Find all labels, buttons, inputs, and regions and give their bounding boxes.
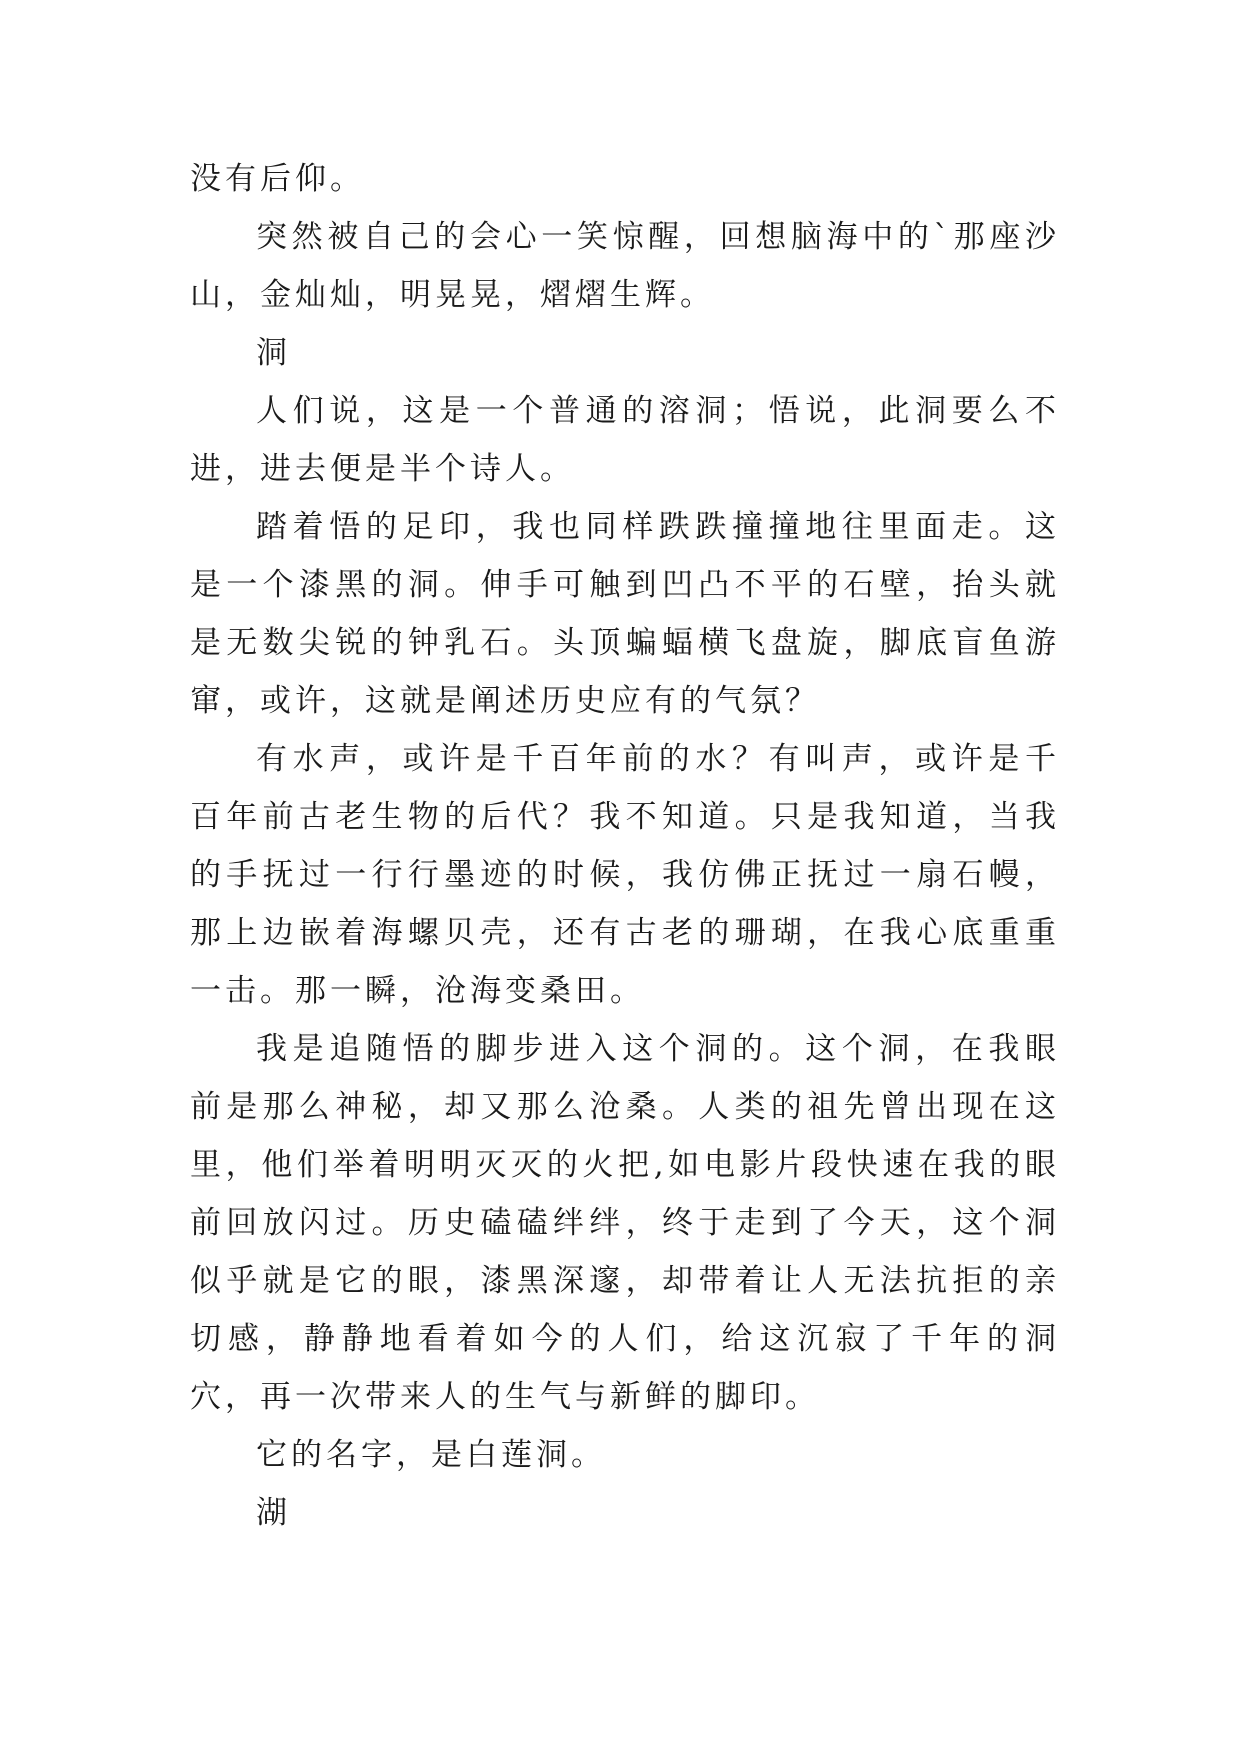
paragraph: 它的名字，是白莲洞。 [256, 1437, 606, 1473]
paragraph-continuation: 没有后仰。 [190, 161, 365, 197]
section-heading-dong: 洞 [256, 335, 291, 371]
paragraph: 有水声，或许是千百年前的水？有叫声，或许是千百年前古老生物的后代？我不知道。只是我知道，当我的手抚过一行行墨迹的时候，我仿佛正抚过一扇石幔，那上边嵌着海螺贝壳，还有古老的珊瑚，在我心底重重一击。那一瞬，沧海变桑田。 [190, 741, 1060, 1009]
paragraph: 人们说，这是一个普通的溶洞；悟说，此洞要么不进，进去便是半个诗人。 [190, 393, 1060, 487]
paragraph: 突然被自己的会心一笑惊醒，回想脑海中的`那座沙山，金灿灿，明晃晃，熠熠生辉。 [190, 219, 1060, 313]
paragraph: 我是追随悟的脚步进入这个洞的。这个洞，在我眼前是那么神秘，却又那么沧桑。人类的祖先曾出现在这里，他们举着明明灭灭的火把,如电影片段快速在我的眼前回放闪过。历史磕磕绊绊，终于走到了今天，这个洞似乎就是它的眼，漆黑深邃，却带着让人无法抗拒的亲切感，静静地看着如今的人们，给这沉寂了千年的洞穴，再一次带来人的生气与新鲜的脚印。 [190, 1031, 1060, 1415]
section-heading-hu: 湖 [256, 1495, 291, 1531]
document-body [190, 150, 1060, 1542]
paragraph: 踏着悟的足印，我也同样跌跌撞撞地往里面走。这是一个漆黑的洞。伸手可触到凹凸不平的石壁，抬头就是无数尖锐的钟乳石。头顶蝙蝠横飞盘旋，脚底盲鱼游窜，或许，这就是阐述历史应有的气氛？ [190, 509, 1060, 719]
